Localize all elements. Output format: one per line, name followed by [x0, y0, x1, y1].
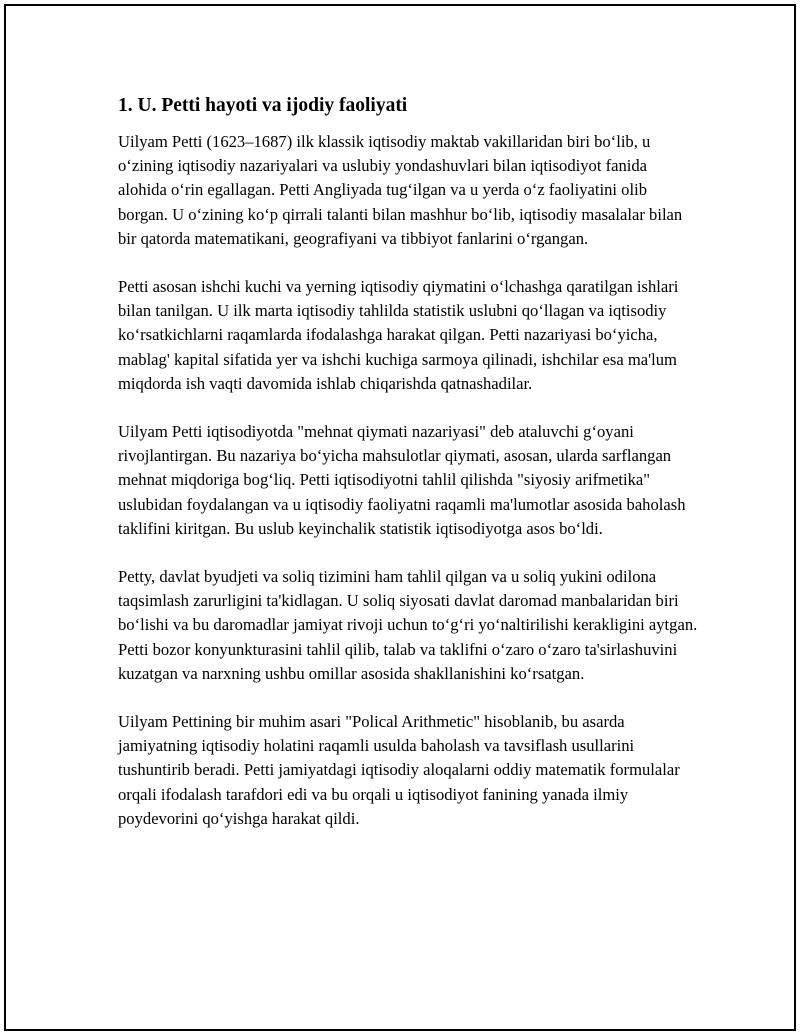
paragraph-4: Petty, davlat byudjeti va soliq tizimini ham tahlil qilgan va u soliq yukini odilona taqsimlash zarurligini ta'kidlagan. U soliq siyosati davlat daromad manbalaridan biri bo‘lishi va bu daromadlar jamiyat rivoji uchun to‘g‘ri yo‘naltirilishi kerakligini aytgan. Petti bozor konyunkturasini tahlil qilib, talab va taklifni o‘zaro o‘zaro ta'sirlashuvini kuzatgan va narxning ushbu omillar asosida shakllanishini ko‘rsatgan.: [118, 567, 698, 683]
document-body: [118, 93, 698, 855]
paragraph-3: Uilyam Petti iqtisodiyotda "mehnat qiymati nazariyasi" deb ataluvchi g‘oyani rivojlantirgan. Bu nazariya bo‘yicha mahsulotlar qiymati, asosan, ularda sarflangan mehnat miqdoriga bog‘liq. Petti iqtisodiyotni tahlil qilishda "siyosiy arifmetika" uslubidan foydalangan va u iqtisodiy faoliyatni raqamli ma'lumotlar asosida baholash taklifini kiritgan. Bu uslub keyinchalik statistik iqtisodiyotga asos bo‘ldi.: [118, 422, 686, 538]
section-heading: 1. U. Petti hayoti va ijodiy faoliyati: [118, 95, 408, 116]
paragraph-2: Petti asosan ishchi kuchi va yerning iqtisodiy qiymatini o‘lchashga qaratilgan ishlari bilan tanilgan. U ilk marta iqtisodiy tahlilda statistik uslubni qo‘llagan va iqtisodiy ko‘rsatkichlarni raqamlarda ifodalashga harakat qilgan. Petti nazariyasi bo‘yicha, mablag' kapital sifatida yer va ishchi kuchiga sarmoya qilinadi, ishchilar esa ma'lum miqdorda ish vaqti davomida ishlab chiqarishda qatnashadilar.: [118, 277, 679, 393]
paragraph-1: Uilyam Petti (1623–1687) ilk klassik iqtisodiy maktab vakillaridan biri bo‘lib, u o‘zining iqtisodiy nazariyalari va uslubiy yondashuvlari bilan iqtisodiyot fanida alohida o‘rin egallagan. Petti Angliyada tug‘ilgan va u yerda o‘z faoliyatini olib borgan. U o‘zining ko‘p qirrali talanti bilan mashhur bo‘lib, iqtisodiy masalalar bilan bir qatorda matematikani, geografiyani va tibbiyot fanlarini o‘rgangan.: [118, 132, 683, 248]
paragraph-5: Uilyam Pettining bir muhim asari "Polical Arithmetic" hisoblanib, bu asarda jamiyatning iqtisodiy holatini raqamli usulda baholash va tavsiflash usullarini tushuntirib beradi. Petti jamiyatdagi iqtisodiy aloqalarni oddiy matematik formulalar orqali ifodalash tarafdori edi va bu orqali u iqtisodiyot fanining yanada ilmiy poydevorini qo‘yishga harakat qildi.: [118, 712, 680, 828]
